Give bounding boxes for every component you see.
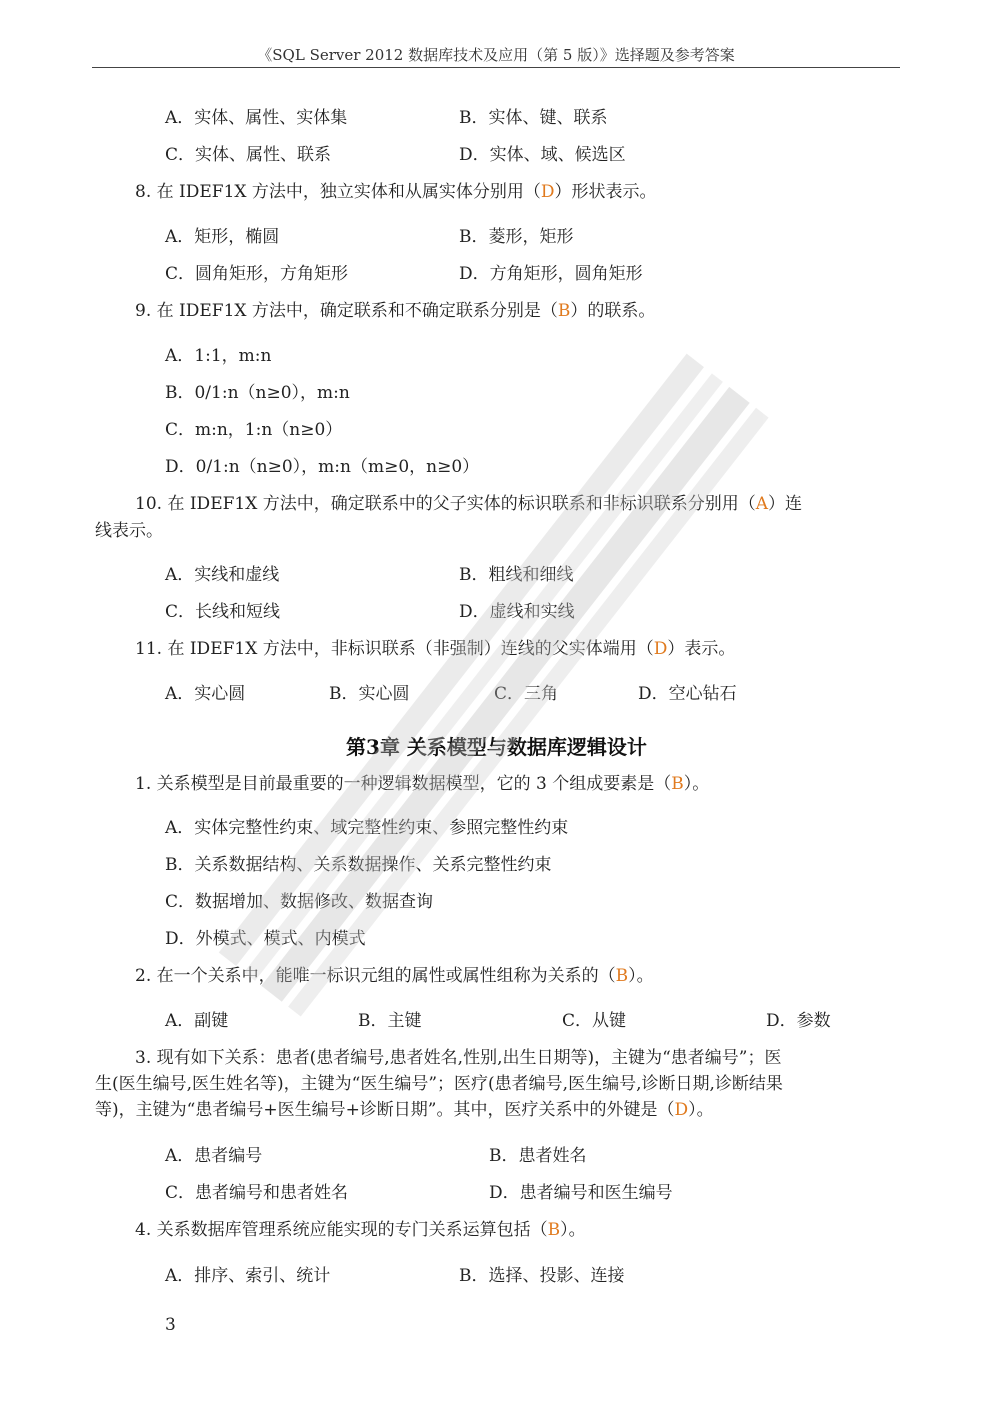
option-d: D．外模式、模式、内模式 bbox=[165, 929, 366, 949]
chapter3-question-3-line-3 bbox=[95, 1098, 714, 1122]
chapter3-question-4 bbox=[135, 1218, 586, 1242]
answer-letter: B bbox=[547, 1220, 561, 1240]
question-text: 等)，主键为“患者编号+医生编号+诊断日期”。其中，医疗关系中的外键是（ bbox=[95, 1100, 675, 1120]
question-11 bbox=[135, 637, 735, 661]
option-c: C．三角 bbox=[494, 684, 559, 704]
option-d: D．实体、域、候选区 bbox=[459, 145, 626, 165]
option-b: B．0/1:n（n≥0），m:n bbox=[165, 383, 350, 403]
page-header: 《SQL Server 2012 数据库技术及应用（第 5 版）》选择题及参考答案 bbox=[257, 46, 735, 64]
question-text: 10. 在 IDEF1X 方法中，确定联系中的父子实体的标识联系和非标识联系分别用（ bbox=[135, 494, 756, 514]
option-a: A．排序、索引、统计 bbox=[165, 1266, 331, 1286]
option-b: B．菱形，矩形 bbox=[459, 227, 574, 247]
answer-letter: D bbox=[653, 639, 668, 659]
answer-letter: B bbox=[671, 774, 684, 794]
option-b: B．粗线和细线 bbox=[459, 565, 574, 585]
option-a: A．1:1，m:n bbox=[165, 346, 272, 366]
question-text: ）。 bbox=[560, 1220, 586, 1240]
option-c: C．实体、属性、联系 bbox=[165, 145, 332, 165]
option-c: C．数据增加、数据修改、数据查询 bbox=[165, 892, 434, 912]
option-c: C．长线和短线 bbox=[165, 602, 281, 622]
answer-letter: A bbox=[755, 494, 768, 514]
option-a: A．实体完整性约束、域完整性约束、参照完整性约束 bbox=[165, 818, 569, 838]
header-rule bbox=[92, 67, 900, 68]
chapter3-question-2 bbox=[135, 964, 654, 988]
question-text: ）。 bbox=[628, 966, 654, 986]
option-a: A．矩形，椭圆 bbox=[165, 227, 280, 247]
option-d: D．患者编号和医生编号 bbox=[489, 1183, 673, 1203]
question-text: 9. 在 IDEF1X 方法中，确定联系和不确定联系分别是（ bbox=[135, 301, 558, 321]
option-a: A．患者编号 bbox=[165, 1146, 263, 1166]
option-c: C．圆角矩形，方角矩形 bbox=[165, 264, 349, 284]
option-d: D．0/1:n（n≥0），m:n（m≥0，n≥0） bbox=[165, 457, 480, 477]
question-8 bbox=[135, 180, 657, 204]
question-text: ）。 bbox=[683, 774, 710, 794]
option-c: C．m:n，1:n（n≥0） bbox=[165, 420, 343, 440]
question-text: ）的联系。 bbox=[570, 301, 656, 321]
question-9 bbox=[135, 299, 655, 323]
option-a: A．实体、属性、实体集 bbox=[165, 108, 348, 128]
option-a: A．实线和虚线 bbox=[165, 565, 280, 585]
answer-letter: B bbox=[557, 301, 571, 321]
option-b: B．选择、投影、连接 bbox=[459, 1266, 625, 1286]
answer-letter: B bbox=[615, 966, 629, 986]
option-c: C．从键 bbox=[562, 1011, 627, 1031]
option-c: C．患者编号和患者姓名 bbox=[165, 1183, 349, 1203]
option-d: D．参数 bbox=[766, 1011, 831, 1031]
question-text: ）形状表示。 bbox=[554, 182, 657, 202]
question-text: ）表示。 bbox=[667, 639, 736, 659]
question-text: 11. 在 IDEF1X 方法中，非标识联系（非强制）连线的父实体端用（ bbox=[135, 639, 654, 659]
option-b: B．实心圆 bbox=[329, 684, 410, 704]
option-b: B．患者姓名 bbox=[489, 1146, 587, 1166]
option-d: D．方角矩形，圆角矩形 bbox=[459, 264, 643, 284]
chapter3-question-1 bbox=[135, 772, 709, 796]
question-10-continuation: 线表示。 bbox=[95, 521, 163, 541]
answer-letter: D bbox=[674, 1100, 689, 1120]
question-text: 8. 在 IDEF1X 方法中，独立实体和从属实体分别用（ bbox=[135, 182, 541, 202]
chapter3-question-3-line-1: 3. 现有如下关系：患者(患者编号,患者姓名,性别,出生日期等)，主键为“患者编号”；医 bbox=[135, 1048, 782, 1068]
question-text: 1. 关系模型是目前最重要的一种逻辑数据模型，它的 3 个组成要素是（ bbox=[135, 774, 672, 794]
option-a: A．副键 bbox=[165, 1011, 229, 1031]
question-text: ）连 bbox=[768, 494, 802, 514]
question-text: 2. 在一个关系中，能唯一标识元组的属性或属性组称为关系的（ bbox=[135, 966, 616, 986]
question-text: 4. 关系数据库管理系统应能实现的专门关系运算包括（ bbox=[135, 1220, 548, 1240]
option-a: A．实心圆 bbox=[165, 684, 246, 704]
option-b: B．关系数据结构、关系数据操作、关系完整性约束 bbox=[165, 855, 552, 875]
option-b: B．实体、键、联系 bbox=[459, 108, 608, 128]
chapter3-question-3-line-2: 生(医生编号,医生姓名等)，主键为“医生编号”；医疗(患者编号,医生编号,诊断日期,诊断结果 bbox=[95, 1074, 783, 1094]
option-d: D．虚线和实线 bbox=[459, 602, 575, 622]
question-text: ）。 bbox=[688, 1100, 714, 1120]
question-10 bbox=[135, 492, 802, 516]
option-b: B．主键 bbox=[358, 1011, 422, 1031]
page-number: 3 bbox=[165, 1315, 176, 1335]
answer-letter: D bbox=[540, 182, 555, 202]
option-d: D．空心钻石 bbox=[638, 684, 737, 704]
chapter-title: 第3章 关系模型与数据库逻辑设计 bbox=[346, 735, 647, 759]
